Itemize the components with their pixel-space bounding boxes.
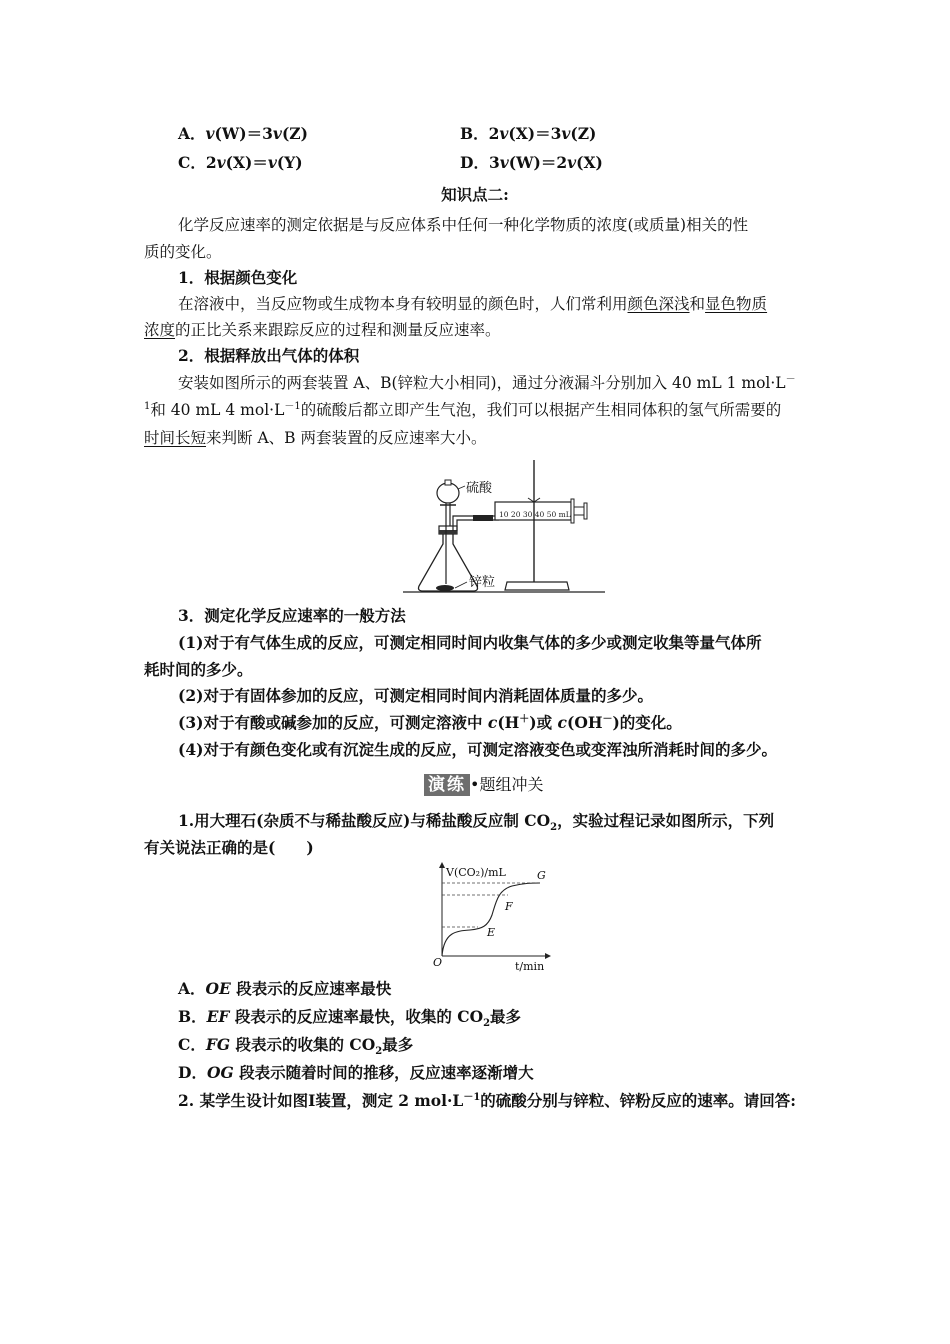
method-3-item-3: (3)对于有酸或碱参加的反应，可测定溶液中 c(H＋)或 c(OH－)的变化。 bbox=[178, 713, 682, 732]
practice-badge: 演练 bbox=[424, 774, 470, 796]
co2-volume-time-graph bbox=[428, 860, 558, 972]
method-3-item-4: (4)对于有颜色变化或有沉淀生成的反应，可测定溶液变色或变浑浊所消耗时间的多少。 bbox=[178, 740, 777, 759]
method-2-line-2: $^1$和 40 mL 4 $mol\cdot L^{-1}$的硫酸后都立即产生气泡，我们可以根据产生相同体积的氢气所需要的 bbox=[144, 400, 782, 419]
reaction-curve bbox=[442, 883, 540, 956]
option-c: C．2v(X)＝v(Y) bbox=[178, 153, 303, 172]
intro-line-1: 化学反应速率的测定依据是与反应体系中任何一种化学物质的浓度(或质量)相关的性 bbox=[178, 216, 749, 234]
q1-option-a: A．OE 段表示的反应速率最快 bbox=[178, 979, 392, 998]
option-d: D．3v(W)＝2v(X) bbox=[460, 153, 603, 172]
q1-option-c: C．FG 段表示的收集的 $CO_2$最多 bbox=[178, 1035, 414, 1058]
practice-header: 演练 •题组冲关 bbox=[424, 774, 543, 796]
method-3-title: 3．测定化学反应速率的一般方法 bbox=[178, 606, 406, 625]
label-sulfuric-acid: 硫酸 bbox=[466, 481, 493, 496]
q1-option-d: D．OG 段表示随着时间的推移，反应速率逐渐增大 bbox=[178, 1063, 534, 1082]
option-a: A．v(W)＝3v(Z) bbox=[178, 124, 308, 143]
method-2-title: 2．根据释放出气体的体积 bbox=[178, 346, 360, 365]
point-e: E bbox=[487, 926, 496, 939]
y-axis-label: V(CO₂)/mL bbox=[446, 866, 506, 879]
method-1-line-1: 在溶液中，当反应物或生成物本身有较明显的颜色时，人们常利用颜色深浅和显色物质 bbox=[178, 295, 768, 313]
gas-collection-apparatus-figure bbox=[395, 458, 615, 598]
x-axis-label: t/min bbox=[515, 960, 545, 972]
point-g: G bbox=[537, 869, 546, 882]
syringe-scale: 10 20 30 40 50 mL bbox=[499, 510, 571, 519]
q1-line-1: 1.用大理石(杂质不与稀盐酸反应)与稀盐酸反应制 $CO_2$，实验过程记录如图所示，下列 bbox=[178, 811, 775, 834]
method-1-title: 1．根据颜色变化 bbox=[178, 268, 298, 287]
method-2-line-1: 安装如图所示的两套装置 A、B(锌粒大小相同)，通过分液漏斗分别加入 40 mL 1 mol·L－ bbox=[178, 373, 796, 392]
q1-option-b: B．EF 段表示的反应速率最快，收集的 $CO_2$最多 bbox=[178, 1007, 522, 1030]
method-3-item-2: (2)对于有固体参加的反应，可测定相同时间内消耗固体质量的多少。 bbox=[178, 686, 653, 705]
intro-line-2: 质的变化。 bbox=[144, 243, 222, 261]
label-zinc-granules: 锌粒 bbox=[469, 575, 496, 590]
method-3-item-1-line-2: 耗时间的多少。 bbox=[144, 660, 253, 679]
method-1-line-2: 浓度的正比关系来跟踪反应的过程和测量反应速率。 bbox=[144, 321, 501, 339]
option-b: B．2v(X)＝3v(Z) bbox=[460, 124, 597, 143]
point-o: O bbox=[433, 956, 443, 969]
method-3-item-1-line-1: (1)对于有气体生成的反应，可测定相同时间内收集气体的多少或测定收集等量气体所 bbox=[178, 633, 762, 652]
q2-line-1: 2. 某学生设计如图Ⅰ装置，测定 2 $mol\cdot L^{-1}$的硫酸分别与锌粒、锌粉反应的速率。请回答: bbox=[178, 1091, 797, 1110]
section-title: 知识点二: bbox=[441, 185, 509, 204]
point-f: F bbox=[505, 900, 513, 913]
method-2-line-3: 时间长短来判断 A、B 两套装置的反应速率大小。 bbox=[144, 429, 487, 447]
q1-line-2: 有关说法正确的是( ) bbox=[144, 838, 314, 857]
